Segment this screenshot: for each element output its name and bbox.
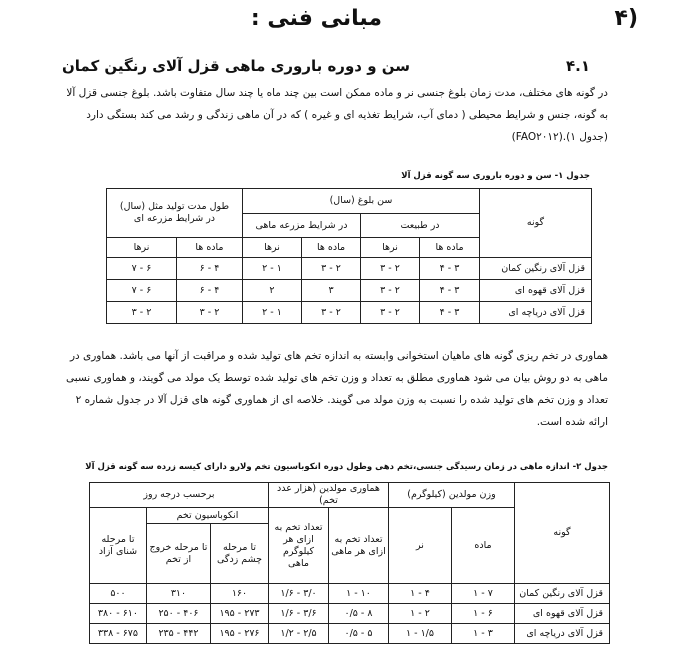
table-row (106, 302, 591, 324)
table1-header-nature: در طبیعت (361, 214, 480, 238)
table2 (89, 482, 610, 644)
value-cell: ۶ - ۱ (452, 604, 515, 624)
value-cell: ۷ - ۱ (452, 584, 515, 604)
table2-header-male: نر (388, 508, 451, 584)
table2-header-eye-stage: تا مرحله چشم زدگی (210, 524, 268, 584)
species-cell: قزل آلای دریاچه ای (480, 302, 592, 324)
table2-header-incubation: انکوباسیون تخم (146, 508, 268, 524)
chapter-number: (۴ (614, 6, 638, 31)
table-row (89, 604, 609, 624)
value-cell: ۳ - ۱ (452, 624, 515, 644)
table1-header-production-period (106, 189, 242, 238)
paragraph-fecundity (13, 345, 608, 433)
value-cell: ۴۴۲ - ۲۳۵ (146, 624, 210, 644)
value-cell: ۴ - ۱ (388, 584, 451, 604)
value-cell: ۶۷۵ - ۳۳۸ (89, 624, 146, 644)
value-cell: ۳/۶ - ۱/۶ (268, 604, 328, 624)
table2-header-fecundity: هماوری مولدین (هزار عدد تخم) (268, 483, 388, 508)
value-cell: ۴ - ۶ (176, 280, 242, 302)
table1 (106, 188, 592, 324)
table-row (89, 584, 609, 604)
table2-header-degree-days: برحسب درجه روز (89, 483, 268, 508)
farm-conditions-label: در شرایط مزرعه ای (133, 213, 216, 224)
value-cell: ۱۰ - ۱ (328, 584, 388, 604)
value-cell: ۲ - ۳ (106, 302, 176, 324)
paragraph-line: ارائه شده است. (536, 416, 608, 428)
table1-header-female: ماده ها (302, 238, 361, 258)
value-cell: ۲ - ۳ (361, 258, 420, 280)
species-cell: قزل آلای قهوه ای (480, 280, 592, 302)
table2-header-eggs-per-fish: تعداد تخم به ازای هر ماهی (328, 508, 388, 584)
table1-header-farm: در شرایط مزرعه ماهی (242, 214, 360, 238)
table1-header-maturity-age: سن بلوغ (سال) (242, 189, 479, 214)
table1-caption: جدول ۱- سن و دوره باروری سه گونه قزل آلا (401, 171, 590, 181)
paragraph-line: هماوری در تخم ریزی گونه های ماهیان استخوانی وابسته به اندازه تخم های تولید شده و مراقبت از آنها می باشد. هماوری در (69, 350, 608, 362)
table1-header-male: نرها (106, 238, 176, 258)
value-cell: ۶ - ۷ (106, 258, 176, 280)
value-cell: ۲/۵ - ۱/۲ (268, 624, 328, 644)
paragraph-line: در گونه های مختلف، مدت زمان بلوغ جنسی نر و ماده ممکن است بین چند ماه یا چند سال متفاوت باشد. بلوغ جنسی قزل آلا (66, 87, 608, 99)
species-cell: قزل آلای دریاچه ای (515, 624, 610, 644)
table1-header-species: گونه (480, 189, 592, 258)
section-title: سن و دوره باروری ماهی قزل آلای رنگین کمان (61, 57, 410, 75)
section-number: ۴.۱ (565, 57, 590, 75)
paragraph-line: تعداد و وزن تخم های تولید شده را نسبت به وزن مولد می گویند. خلاصه ای از هماوری گونه های قزل آلا در جدول شماره ۲ (75, 394, 608, 406)
value-cell: ۲ - ۳ (361, 302, 420, 324)
table2-caption: جدول ۲- اندازه ماهی در زمان رسیدگی جنسی،تخم دهی وطول دوره انکوباسیون تخم ولارو دارای کیسه زرده سه گونه قزل آلا (85, 462, 608, 472)
table2-header-broodstock-weight: وزن مولدین (کیلوگرم) (388, 483, 514, 508)
chapter-title: مبانی فنی : (250, 6, 382, 31)
production-period-label: طول مدت تولید مثل (سال) (119, 201, 230, 212)
value-cell: ۲ - ۳ (361, 280, 420, 302)
table2-header-hatch-stage: تا مرحله خروج از تخم (146, 524, 210, 584)
value-cell: ۳/۰ - ۱/۶ (268, 584, 328, 604)
species-cell: قزل آلای رنگین کمان (515, 584, 610, 604)
paragraph-line: ماهی به دو روش بیان می شود هماوری مطلق به تعداد و وزن تخم های تولید شده توسط یک مولد می گویند، و هماوری نسبی (65, 372, 608, 384)
value-cell: ۸ - ۰/۵ (328, 604, 388, 624)
table2-header-species: گونه (515, 483, 610, 584)
table1-header-male: نرها (242, 238, 301, 258)
value-cell: ۶۱۰ - ۳۸۰ (89, 604, 146, 624)
species-cell: قزل آلای قهوه ای (515, 604, 610, 624)
table2-header-female: ماده (452, 508, 515, 584)
value-cell: ۲ - ۳ (302, 258, 361, 280)
value-cell: ۲ - ۳ (176, 302, 242, 324)
value-cell: ۱/۵ - ۱ (388, 624, 451, 644)
table-row (106, 258, 591, 280)
species-cell: قزل آلای رنگین کمان (480, 258, 592, 280)
value-cell: ۳ - ۴ (420, 302, 480, 324)
value-cell: ۲ - ۱ (388, 604, 451, 624)
value-cell: ۵۰۰ (89, 584, 146, 604)
value-cell: ۲۷۶ - ۱۹۵ (210, 624, 268, 644)
paragraph-line: (جدول ۱).(FAO۲۰۱۲) (511, 131, 608, 143)
table1-header-male: نرها (361, 238, 420, 258)
value-cell: ۲۷۳ - ۱۹۵ (210, 604, 268, 624)
value-cell: ۲ - ۳ (302, 302, 361, 324)
table2-header-swim-stage: تا مرحله شنای آزاد (89, 508, 146, 584)
table2-header-eggs-per-kg: تعداد تخم به ازای هر کیلوگرم ماهی (268, 508, 328, 584)
value-cell: ۴ - ۶ (176, 258, 242, 280)
value-cell: ۳ - ۴ (420, 280, 480, 302)
table-row (89, 624, 609, 644)
value-cell: ۳ - ۴ (420, 258, 480, 280)
value-cell: ۲ (242, 280, 301, 302)
table1-header-female: ماده ها (420, 238, 480, 258)
table-row (106, 280, 591, 302)
paragraph-line: به گونه، جنس و شرایط محیطی ( دمای آب، شرایط تغذیه ای و غیره ) که در آن ماهی زندگی و رشد می کند بستگی دارد (86, 109, 608, 121)
value-cell: ۱ - ۲ (242, 302, 301, 324)
value-cell: ۳۱۰ (146, 584, 210, 604)
value-cell: ۴۰۶ - ۲۵۰ (146, 604, 210, 624)
value-cell: ۳ (302, 280, 361, 302)
paragraph-intro (13, 82, 608, 148)
value-cell: ۵ - ۰/۵ (328, 624, 388, 644)
value-cell: ۱ - ۲ (242, 258, 301, 280)
table1-header-female: ماده ها (176, 238, 242, 258)
value-cell: ۶ - ۷ (106, 280, 176, 302)
value-cell: ۱۶۰ (210, 584, 268, 604)
